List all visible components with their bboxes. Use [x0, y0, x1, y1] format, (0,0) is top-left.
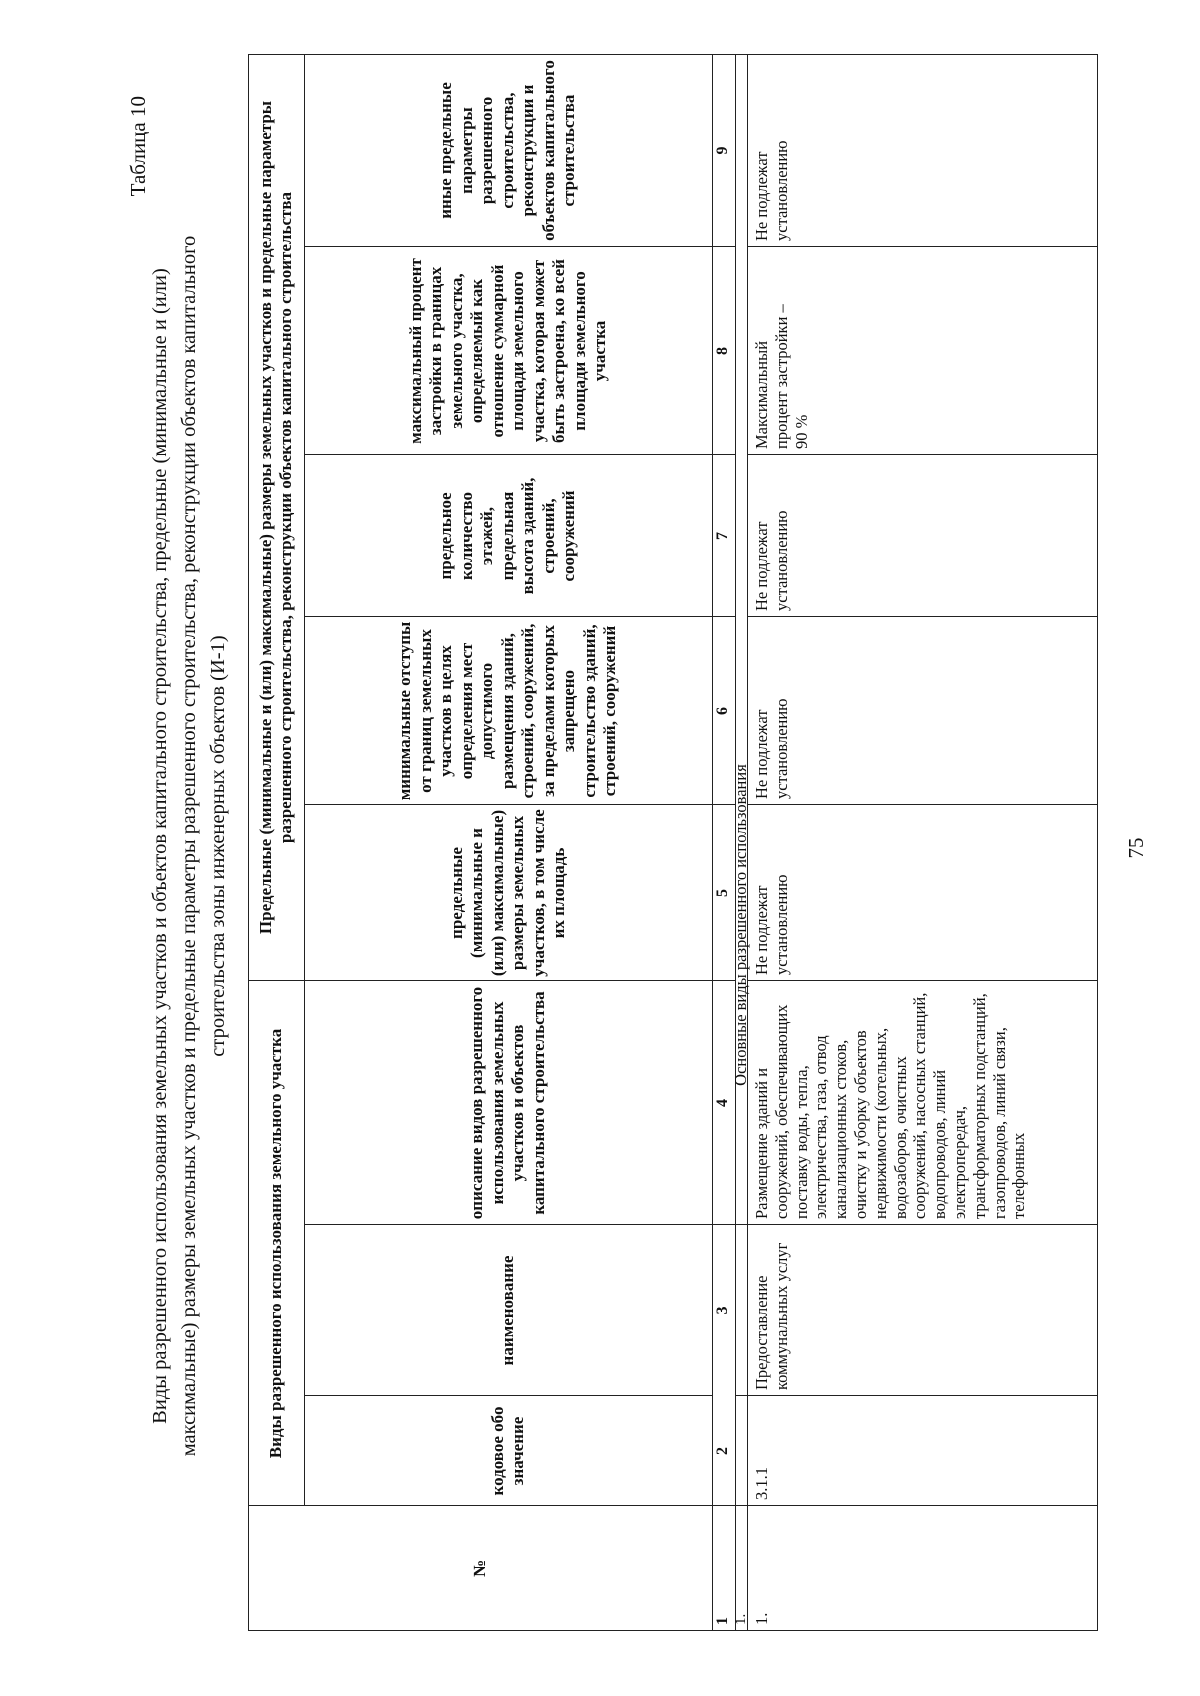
header-group-params: Предельные (минимальные и (или) максимальные) размеры земельных участков и предельные параметры разрешенного строительства, реконструкции объектов капитального строительства [255, 100, 295, 935]
column-number-8: 8 [714, 347, 732, 355]
title-line-3: строительства зоны инженерных объектов (И-1) [207, 635, 229, 1057]
column-number-1: 1 [714, 1617, 732, 1625]
header-setback: минимальные отступы от границ земельных участков в целях определения мест допустимого размещения зданий, строений, сооружений, за пределами которых запрещено строительство зданий, строений, сооружений [395, 621, 620, 801]
column-number-5: 5 [714, 889, 732, 897]
column-number-4: 4 [714, 1099, 732, 1107]
row-size: Не подлежат установлению [752, 874, 791, 975]
header-floors: предельное количество этажей, предельная высота зданий, строений, сооружений [436, 477, 579, 595]
row-coverage: Максимальный процент застройки – 90 % [752, 304, 811, 449]
column-number-9: 9 [714, 146, 732, 155]
col-rule-2-body [747, 1395, 1098, 1396]
page-number: 75 [1124, 837, 1148, 859]
header-code: кодовое обозначение [487, 1406, 527, 1496]
header-group-use: Виды разрешенного использования земельного участка [265, 1028, 285, 1459]
row-floors: Не подлежат установлению [752, 510, 791, 611]
header-name: наименование [497, 1255, 517, 1366]
col-rule-8-body [747, 246, 1098, 247]
title-line-1: Виды разрешенного использования земельных участков и объектов капитального строительства, предельные (минимальные и (или) [149, 268, 171, 1424]
row-name: Предоставление коммунальных услуг [752, 1242, 791, 1390]
col-rule-5-body [747, 804, 1098, 805]
column-number-3: 3 [714, 1306, 732, 1315]
header-coverage: максимальный процент застройки в границах земельного участка, определяемый как отношение суммарной площади земельного участка, которая может быть застроена, ко всей площади земельного участка [405, 258, 609, 444]
row-description: Размещение зданий и сооружений, обеспечивающих поставку воды, тепла, электричества, газа, отвод канализационных стоков, очистку и уборку объектов недвижимости (котельных, водозаборов, очистных сооружений, насосных станций, водопроводов, линий электропередач, трансформаторных подстанций, газопроводов, линий связи, телефонных [752, 992, 1029, 1219]
row-no: 1. [752, 1612, 771, 1625]
header-description: описание видов разрешенного использования земельных участков и объектов капитального строительства [467, 986, 548, 1220]
column-number-2: 2 [714, 1447, 732, 1455]
table-label: Таблица 10 [126, 96, 150, 197]
section-title: Основные виды разрешенного использования [731, 764, 750, 1086]
row-code: 3.1.1 [752, 1467, 771, 1500]
column-number-7: 7 [714, 532, 732, 540]
row-other: Не подлежат установлению [752, 140, 791, 241]
col-rule-4-body [747, 980, 1098, 981]
column-number-6: 6 [714, 707, 732, 715]
header-no: № [469, 1559, 489, 1578]
title-line-2: максимальные) размеры земельных участков и предельные параметры разрешенного строительства, реконструкции объектов капитального [178, 235, 200, 1457]
row-setback: Не подлежат установлению [752, 698, 791, 799]
col-rule-7-body [747, 454, 1098, 455]
document-title [146, 146, 233, 1546]
header-other: иные предельные параметры разрешенного строительства, реконструкции и объектов капитального строительства [436, 60, 579, 241]
section-number: 1. [733, 1613, 749, 1625]
header-size: предельные (минимальные и (или) максимальные) размеры земельных участков, в том числе их площадь [446, 809, 568, 977]
col-rule-2-section [735, 1395, 747, 1396]
col-rule-6-body [747, 616, 1098, 617]
